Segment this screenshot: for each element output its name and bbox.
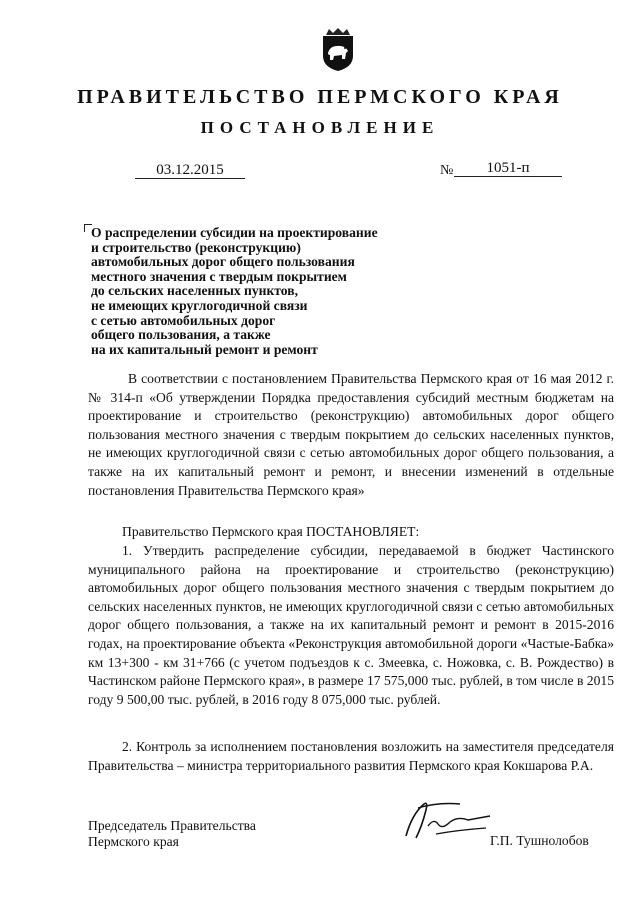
signer-position [88,818,256,850]
handwritten-signature [398,796,498,846]
preamble-paragraph: В соответствии с постановлением Правительства Пермского края от 16 мая 2012 г. № 314-п «Об утверждении Порядка предоставления субсидий местным бюджетам на проектирование и строительство (реконструкцию) автомобильных дорог общего пользования местного значения с твердым покрытием до сельских населенных пунктов, не имеющих круглогодичной связи с сетью автомобильных дорог общего пользования, а также на их капитальный ремонт и ремонт, и внесении изменений в отдельные постановления Правительства Пермского края» [88,371,614,498]
clause-1-paragraph: 1. Утвердить распределение субсидии, передаваемой в бюджет Частинского муниципального района на проектирование и строительство (реконструкцию) автомобильных дорог общего пользования местного значения с твердым покрытием до сельских населенных пунктов, не имеющих круглогодичной связи с сетью автомобильных дорог общего пользования, а также на их капитальный ремонт и ремонт в 2015-2016 годах, на проектирование объекта «Реконструкция автомобильной дороги «Частые-Бабка» км 13+300 - км 31+766 (с учетом подъездов к с. Змеевка, с. Ножовка, с. В. Рождество) в Частинском районе Пермского края», в размере 17 575,000 тыс. рублей, в том числе в 2015 году 9 500,00 тыс. рублей, в 2016 году 8 075,000 тыс. рублей. [88,543,614,707]
document-subject [91,226,421,357]
subject-line: общего пользования, а также [91,327,271,343]
subject-line: с сетью автомобильных дорог [91,312,276,328]
signer-position-line-1: Председатель Правительства [88,818,256,833]
subject-line: автомобильных дорог общего пользования [91,254,355,270]
document-date: 03.12.2015 [135,162,245,179]
subject-line: на их капитальный ремонт и ремонт [91,341,318,357]
document-type-heading: ПОСТАНОВЛЕНИЕ [200,118,440,137]
signer-position-line-2: Пермского края [88,834,179,849]
organization-title: ПРАВИТЕЛЬСТВО ПЕРМСКОГО КРАЯ [77,86,563,108]
subject-line: и строительство (реконструкцию) [91,239,301,255]
subject-line: О распределении субсидии на проектирование [91,225,378,240]
document-number: 1051-п [454,160,562,177]
clause-2-paragraph: 2. Контроль за исполнением постановления возложить на заместителя председателя Правительства – министра территориального развития Пермского края Кокшарова Р.А. [88,739,614,773]
coat-of-arms-emblem [318,26,358,72]
subject-line: местного значения с твердым покрытием [91,268,347,284]
decree-statement: Правительство Пермского края ПОСТАНОВЛЯЕТ: [122,524,420,539]
subject-line: не имеющих круглогодичной связи [91,297,308,313]
number-sign: № [440,163,454,178]
subject-line: до сельских населенных пунктов, [91,283,298,299]
signer-name: Г.П. Тушнолобов [490,833,589,848]
